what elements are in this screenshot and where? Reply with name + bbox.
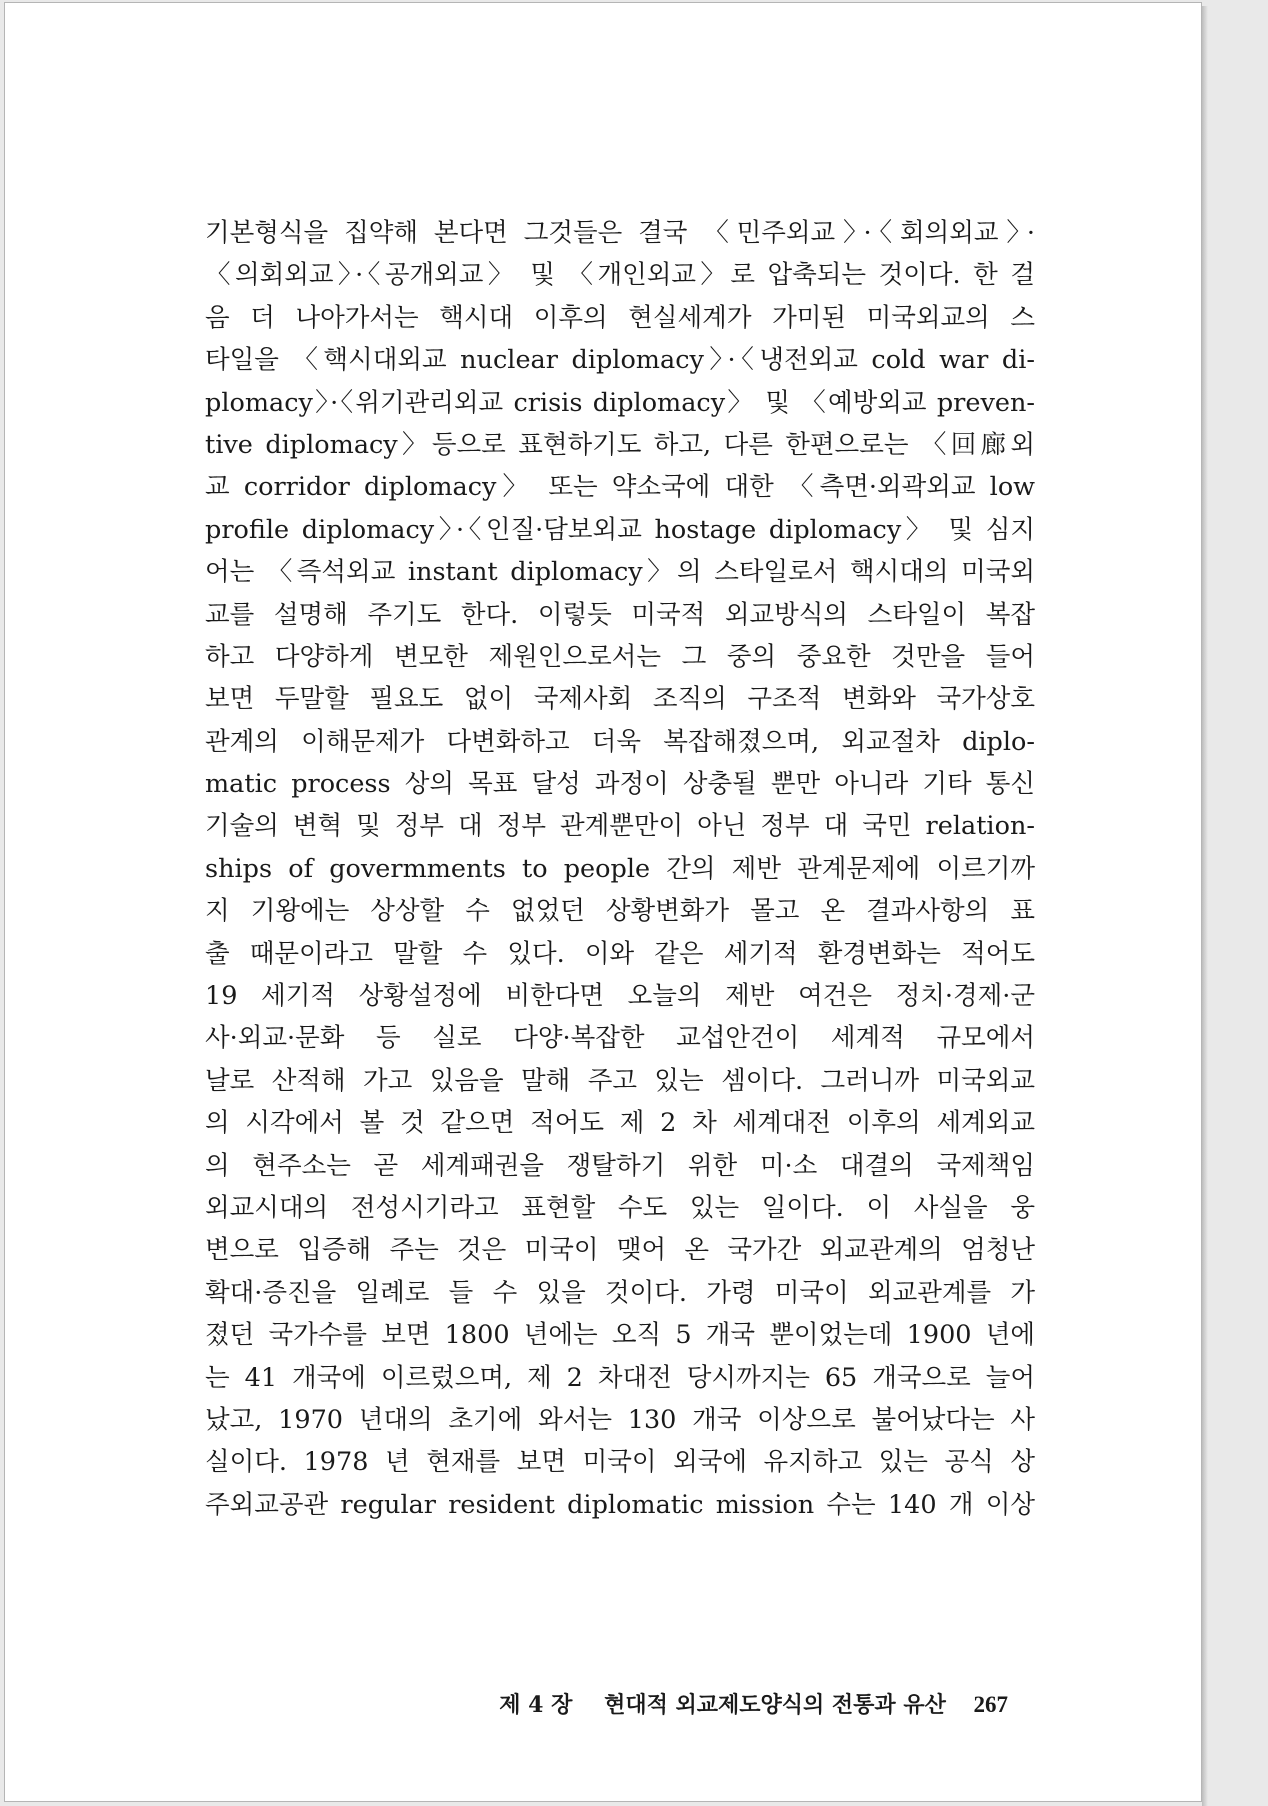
text-line: 하고 다양하게 변모한 제원인으로서는 그 중의 중요한 것만을 들어 [205,641,1035,672]
text-line: 의 시각에서 볼 것 같으면 적어도 제 2 차 세계대전 이후의 세계외교 [205,1108,1035,1139]
text-line: 날로 산적해 가고 있음을 말해 주고 있는 셈이다. 그러니까 미국외교 [205,1065,1035,1096]
text-line: tive diplomacy〉등으로 표현하기도 하고, 다른 한편으로는 〈回廊외 [205,429,1035,460]
text-line: 〈의회외교〉·〈공개외교〉 및 〈개인외교〉로 압축되는 것이다. 한 걸 [205,260,1035,291]
text-line: 확대·증진을 일례로 들 수 있을 것이다. 가령 미국이 외교관계를 가 [205,1277,1035,1308]
text-line: profile diplomacy〉·〈인질·담보외교 hostage diplomacy〉 및 심지 [205,514,1035,545]
text-line: 어는 〈즉석외교 instant diplomacy〉의 스타일로서 핵시대의 미국외 [205,557,1035,588]
body-text [205,212,1035,1526]
text-line: plomacy〉·〈위기관리외교 crisis diplomacy〉 및 〈예방외교 preven- [205,387,1035,418]
text-line: 관계의 이해문제가 다변화하고 더욱 복잡해졌으며, 외교절차 diplo- [205,726,1035,757]
text-line: 타일을 〈핵시대외교 nuclear diplomacy〉·〈냉전외교 cold war di- [205,345,1035,376]
text-line: 지 기왕에는 상상할 수 없었던 상황변화가 몰고 온 결과사항의 표 [205,896,1035,927]
text-line: matic process 상의 목표 달성 과정이 상충될 뿐만 아니라 기타 통신 [205,769,1035,800]
text-line: 났고, 1970 년대의 초기에 와서는 130 개국 이상으로 불어났다는 사 [205,1404,1035,1435]
text-line: 출 때문이라고 말할 수 있다. 이와 같은 세기적 환경변화는 적어도 [205,938,1035,969]
text-line: 교 corridor diplomacy〉 또는 약소국에 대한 〈측면·외곽외교 low [205,472,1035,503]
text-line: 교를 설명해 주기도 한다. 이렇듯 미국적 외교방식의 스타일이 복잡 [205,599,1035,630]
text-line: 주외교공관 regular resident diplomatic mission 수는 140 개 이상 [205,1489,1035,1520]
footer-chapter: 제 4 장 [499,1692,573,1718]
text-line: 사·외교·문화 등 실로 다양·복잡한 교섭안건이 세계적 규모에서 [205,1023,1035,1054]
text-line: 음 더 나아가서는 핵시대 이후의 현실세계가 가미된 미국외교의 스 [205,302,1035,333]
running-footer [499,1688,1008,1719]
text-line: 실이다. 1978 년 현재를 보면 미국이 외국에 유지하고 있는 공식 상 [205,1447,1035,1478]
text-line: ships of govermments to people 간의 제반 관계문제에 이르기까 [205,853,1035,884]
text-line: 외교시대의 전성시기라고 표현할 수도 있는 일이다. 이 사실을 웅 [205,1192,1035,1223]
footer-title: 현대적 외교제도양식의 전통과 유산 [604,1692,946,1718]
text-line: 19 세기적 상황설정에 비한다면 오늘의 제반 여건은 정치·경제·군 [205,981,1035,1012]
text-line: 졌던 국가수를 보면 1800 년에는 오직 5 개국 뿐이었는데 1900 년에 [205,1320,1035,1351]
text-line: 보면 두말할 필요도 없이 국제사회 조직의 구조적 변화와 국가상호 [205,684,1035,715]
text-line: 기본형식을 집약해 본다면 그것들은 결국 〈민주외교〉·〈회의외교〉· [205,218,1035,248]
text-line: 기술의 변혁 및 정부 대 정부 관계뿐만이 아닌 정부 대 국민 relation- [205,811,1035,842]
text-line: 의 현주소는 곧 세계패권을 쟁탈하기 위한 미·소 대결의 국제책임 [205,1150,1035,1181]
page-number: 267 [973,1692,1008,1717]
text-line: 는 41 개국에 이르렀으며, 제 2 차대전 당시까지는 65 개국으로 늘어 [205,1362,1035,1393]
text-line: 변으로 입증해 주는 것은 미국이 맺어 온 국가간 외교관계의 엄청난 [205,1235,1035,1266]
page-edge-shadow [1202,6,1208,1806]
